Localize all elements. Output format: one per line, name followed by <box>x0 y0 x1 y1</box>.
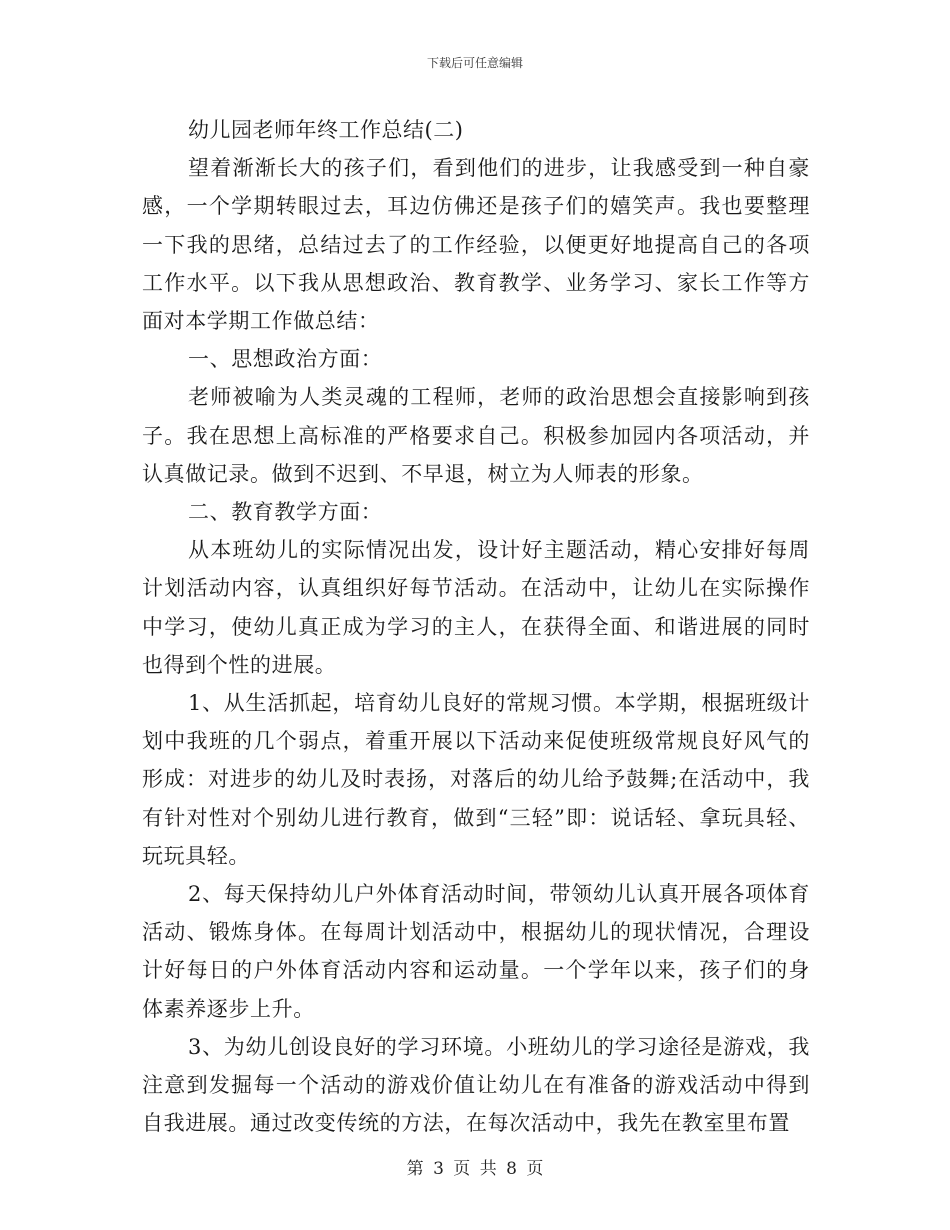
document-title: 幼儿园老师年终工作总结(二) <box>188 118 464 142</box>
paragraph-intro: 望着渐渐长大的孩子们，看到他们的进步，让我感受到一种自豪感，一个学期转眼过去，耳边仿佛还是孩子们的嬉笑声。我也要整理一下我的思绪，总结过去了的工作经验，以便更好地提高自己的各项工作水平。以下我从思想政治、教育教学、业务学习、家长工作等方面对本学期工作做总结： <box>142 156 810 333</box>
paragraph-teaching: 从本班幼儿的实际情况出发，设计好主题活动，精心安排好每周计划活动内容，认真组织好每节活动。在活动中，让幼儿在实际操作中学习，使幼儿真正成为学习的主人，在获得全面、和谐进展的同时也得到个性的进展。 <box>142 538 810 677</box>
download-note: 下载后可任意编辑 <box>426 56 523 70</box>
document-body <box>142 112 810 1142</box>
section-heading-politics: 一、思想政治方面： <box>188 347 383 372</box>
paragraph-item-3: 3、为幼儿创设良好的学习环境。小班幼儿的学习途径是游戏，我注意到发掘每一个活动的游戏价值让幼儿在有准备的游戏活动中得到自我进展。通过改变传统的方法，在每次活动中，我先在教室里布置 <box>142 1034 810 1136</box>
paragraph-item-1: 1、从生活抓起，培育幼儿良好的常规习惯。本学期，根据班级计划中我班的几个弱点，着重开展以下活动来促使班级常规良好风气的形成：对进步的幼儿及时表扬，对落后的幼儿给予鼓舞;在活动中，我有针对性对个别幼儿进行教育，做到“三轻”即：说话轻、拿玩具轻、玩玩具轻。 <box>142 691 810 868</box>
paragraph-item-2: 2、每天保持幼儿户外体育活动时间，带领幼儿认真开展各项体育活动、锻炼身体。在每周计划活动中，根据幼儿的现状情况，合理设计好每日的户外体育活动内容和运动量。一个学年以来，孩子们的身体素养逐步上升。 <box>142 882 810 1021</box>
paragraph-politics: 老师被喻为人类灵魂的工程师，老师的政治思想会直接影响到孩子。我在思想上高标准的严格要求自己。积极参加园内各项活动，并认真做记录。做到不迟到、不早退，树立为人师表的形象。 <box>142 385 810 486</box>
section-heading-teaching: 二、教育教学方面： <box>188 500 383 525</box>
page-number: 第 3 页 共 8 页 <box>406 1159 544 1179</box>
